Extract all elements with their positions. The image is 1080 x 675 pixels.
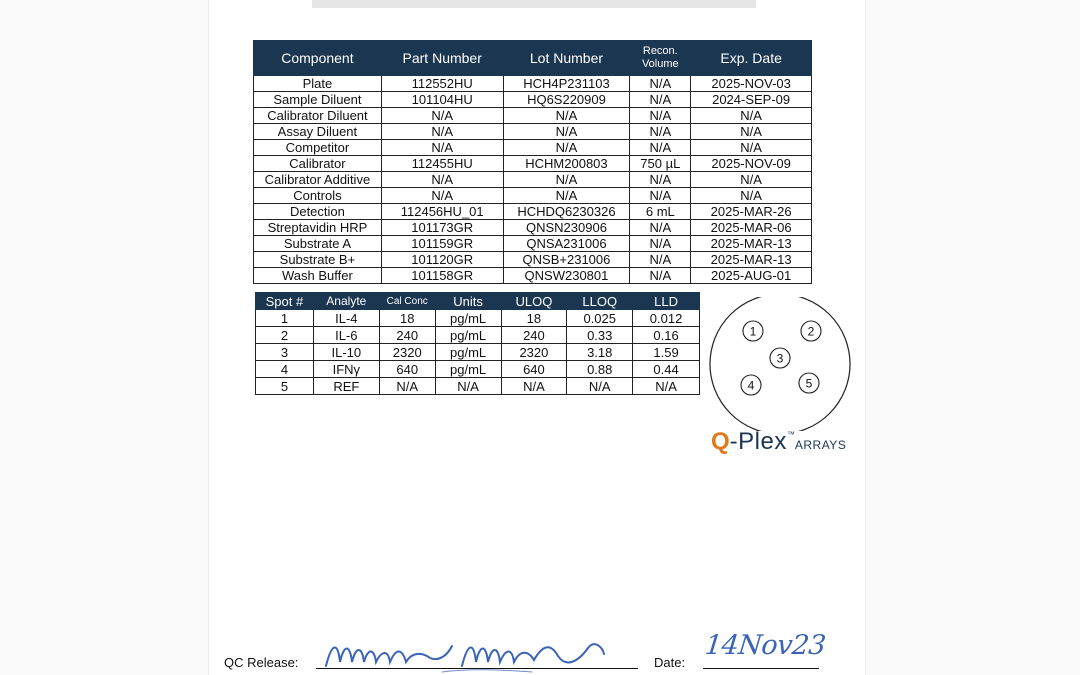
spot-5-label: 5 [805, 376, 813, 391]
analyte-cell-lld: N/A [633, 378, 700, 395]
component-cell-part-number: 112455HU [381, 156, 503, 172]
component-cell-lot-number: HCH4P231103 [503, 76, 630, 92]
component-cell-component: Controls [254, 188, 382, 204]
analyte-row-il-10 [256, 344, 700, 361]
component-table-body [254, 76, 812, 284]
analyte-row-ref [256, 378, 700, 395]
header-lot-number: Lot Number [503, 41, 630, 76]
component-cell-lot-number: QNSW230801 [503, 268, 630, 284]
component-cell-lot-number: QNSB+231006 [503, 252, 630, 268]
component-cell-recon-volume: N/A [630, 76, 691, 92]
component-cell-component: Substrate A [254, 236, 382, 252]
component-cell-lot-number: HCHM200803 [503, 156, 630, 172]
component-cell-exp-date: 2025-AUG-01 [691, 268, 812, 284]
analyte-cell-spot: 4 [256, 361, 314, 378]
component-cell-part-number: N/A [381, 188, 503, 204]
logo-q: Q [711, 428, 730, 455]
component-cell-recon-volume: N/A [630, 124, 691, 140]
analyte-table [255, 292, 700, 395]
component-cell-lot-number: N/A [503, 108, 630, 124]
component-cell-exp-date: 2025-NOV-09 [691, 156, 812, 172]
component-cell-component: Streptavidin HRP [254, 220, 382, 236]
component-cell-component: Competitor [254, 140, 382, 156]
component-cell-part-number: N/A [381, 172, 503, 188]
logo-plex: -Plex [729, 428, 787, 455]
component-cell-exp-date: N/A [691, 172, 812, 188]
component-row-calibrator-additive [254, 172, 812, 188]
header-exp-date: Exp. Date [691, 41, 812, 76]
analyte-cell-analyte: IL-10 [313, 344, 379, 361]
analyte-cell-analyte: REF [313, 378, 379, 395]
analyte-cell-uloq: 2320 [501, 344, 567, 361]
analyte-cell-units: pg/mL [435, 310, 501, 327]
component-cell-recon-volume: N/A [630, 172, 691, 188]
spot-1-label: 1 [749, 324, 757, 339]
header-analyte: Analyte [313, 293, 379, 310]
analyte-cell-analyte: IL-6 [313, 327, 379, 344]
analyte-cell-uloq: 18 [501, 310, 567, 327]
page-margin-left [0, 0, 209, 675]
component-cell-component: Sample Diluent [254, 92, 382, 108]
component-cell-lot-number: N/A [503, 124, 630, 140]
component-cell-recon-volume: N/A [630, 188, 691, 204]
header-recon-volume-text: Recon. Volume [641, 45, 679, 70]
component-cell-component: Wash Buffer [254, 268, 382, 284]
analyte-cell-lloq: 0.88 [567, 361, 633, 378]
component-cell-part-number: 101173GR [381, 220, 503, 236]
analyte-cell-units: pg/mL [435, 327, 501, 344]
qc-release-signature [322, 632, 622, 674]
component-cell-lot-number: N/A [503, 140, 630, 156]
component-row-streptavidin-hrp [254, 220, 812, 236]
component-cell-exp-date: 2025-MAR-06 [691, 220, 812, 236]
analyte-cell-spot: 5 [256, 378, 314, 395]
spot-diagram [707, 297, 853, 431]
header-component: Component [254, 41, 382, 76]
analyte-cell-cal-conc: 640 [379, 361, 435, 378]
analyte-cell-lld: 0.012 [633, 310, 700, 327]
component-cell-recon-volume: N/A [630, 108, 691, 124]
component-cell-exp-date: N/A [691, 140, 812, 156]
component-cell-recon-volume: N/A [630, 252, 691, 268]
component-cell-lot-number: N/A [503, 172, 630, 188]
component-cell-lot-number: HCHDQ6230326 [503, 204, 630, 220]
spot-2-label: 2 [807, 324, 815, 339]
header-cal-conc: Cal Conc [379, 293, 435, 310]
component-row-sample-diluent [254, 92, 812, 108]
component-cell-lot-number: N/A [503, 188, 630, 204]
component-cell-exp-date: N/A [691, 124, 812, 140]
component-cell-exp-date: N/A [691, 108, 812, 124]
component-row-competitor [254, 140, 812, 156]
spot-2 [801, 321, 821, 341]
header-uloq: ULOQ [501, 293, 567, 310]
analyte-cell-uloq: N/A [501, 378, 567, 395]
component-table-header-row [254, 41, 812, 76]
header-lloq: LLOQ [567, 293, 633, 310]
spot-4-label: 4 [747, 378, 755, 393]
spot-5 [799, 373, 819, 393]
component-row-plate [254, 76, 812, 92]
analyte-cell-cal-conc: 240 [379, 327, 435, 344]
component-cell-recon-volume: N/A [630, 140, 691, 156]
qc-release-label: QC Release: [224, 655, 299, 670]
component-cell-exp-date: 2025-NOV-03 [691, 76, 812, 92]
analyte-cell-lld: 0.16 [633, 327, 700, 344]
analyte-row-il-4 [256, 310, 700, 327]
analyte-cell-cal-conc: 18 [379, 310, 435, 327]
component-row-calibrator-diluent [254, 108, 812, 124]
component-cell-recon-volume: N/A [630, 268, 691, 284]
analyte-cell-units: pg/mL [435, 361, 501, 378]
component-cell-recon-volume: 6 mL [630, 204, 691, 220]
logo-arrays: ARRAYS [794, 438, 847, 452]
date-handwritten: 14Nov23 [703, 630, 827, 661]
component-cell-recon-volume: N/A [630, 92, 691, 108]
spot-3-label: 3 [776, 351, 784, 366]
component-row-substrate-a [254, 236, 812, 252]
component-cell-lot-number: QNSN230906 [503, 220, 630, 236]
component-cell-exp-date: 2025-MAR-13 [691, 252, 812, 268]
component-cell-component: Plate [254, 76, 382, 92]
analyte-cell-lloq: 3.18 [567, 344, 633, 361]
component-row-wash-buffer [254, 268, 812, 284]
date-label: Date: [654, 655, 686, 670]
scan-artifact [312, 0, 756, 8]
analyte-cell-spot: 2 [256, 327, 314, 344]
analyte-cell-cal-conc: N/A [379, 378, 435, 395]
analyte-cell-lloq: N/A [567, 378, 633, 395]
component-cell-exp-date: 2024-SEP-09 [691, 92, 812, 108]
spot-4 [741, 375, 761, 395]
header-spot: Spot # [256, 293, 314, 310]
component-cell-component: Calibrator Diluent [254, 108, 382, 124]
analyte-cell-lloq: 0.025 [567, 310, 633, 327]
analyte-cell-analyte: IL-4 [313, 310, 379, 327]
component-row-controls [254, 188, 812, 204]
component-cell-lot-number: QNSA231006 [503, 236, 630, 252]
analyte-cell-uloq: 640 [501, 361, 567, 378]
logo-trademark: ™ [786, 430, 795, 439]
analyte-cell-lld: 1.59 [633, 344, 700, 361]
component-cell-lot-number: HQ6S220909 [503, 92, 630, 108]
page-margin-right [865, 0, 1080, 675]
component-cell-part-number: 101104HU [381, 92, 503, 108]
component-row-assay-diluent [254, 124, 812, 140]
component-cell-component: Substrate B+ [254, 252, 382, 268]
analyte-row-il-6 [256, 327, 700, 344]
spot-1 [743, 321, 763, 341]
component-cell-part-number: N/A [381, 124, 503, 140]
component-row-calibrator [254, 156, 812, 172]
analyte-cell-analyte: IFNγ [313, 361, 379, 378]
analyte-cell-units: pg/mL [435, 344, 501, 361]
analyte-cell-spot: 3 [256, 344, 314, 361]
component-cell-part-number: 101120GR [381, 252, 503, 268]
analyte-cell-units: N/A [435, 378, 501, 395]
component-cell-exp-date: 2025-MAR-26 [691, 204, 812, 220]
component-cell-part-number: N/A [381, 140, 503, 156]
spot-3 [770, 348, 790, 368]
component-row-detection [254, 204, 812, 220]
component-cell-exp-date: 2025-MAR-13 [691, 236, 812, 252]
component-cell-part-number: 101158GR [381, 268, 503, 284]
component-table [253, 40, 812, 284]
header-recon-volume [630, 41, 691, 76]
analyte-cell-cal-conc: 2320 [379, 344, 435, 361]
component-cell-recon-volume: N/A [630, 236, 691, 252]
analyte-cell-uloq: 240 [501, 327, 567, 344]
analyte-cell-lloq: 0.33 [567, 327, 633, 344]
header-lld: LLD [633, 293, 700, 310]
component-cell-recon-volume: N/A [630, 220, 691, 236]
analyte-cell-lld: 0.44 [633, 361, 700, 378]
analyte-cell-spot: 1 [256, 310, 314, 327]
analyte-table-body [256, 310, 700, 395]
component-cell-exp-date: N/A [691, 188, 812, 204]
component-cell-part-number: 112552HU [381, 76, 503, 92]
component-row-substrate-b [254, 252, 812, 268]
component-cell-part-number: 101159GR [381, 236, 503, 252]
component-cell-part-number: 112456HU_01 [381, 204, 503, 220]
component-cell-component: Detection [254, 204, 382, 220]
analyte-table-header-row [256, 293, 700, 310]
component-cell-recon-volume: 750 µL [630, 156, 691, 172]
date-signature-line [703, 668, 819, 669]
header-units: Units [435, 293, 501, 310]
component-cell-component: Calibrator Additive [254, 172, 382, 188]
analyte-row-ifn [256, 361, 700, 378]
component-cell-component: Assay Diluent [254, 124, 382, 140]
qplex-logo [711, 428, 846, 458]
header-part-number: Part Number [381, 41, 503, 76]
component-cell-component: Calibrator [254, 156, 382, 172]
component-cell-part-number: N/A [381, 108, 503, 124]
